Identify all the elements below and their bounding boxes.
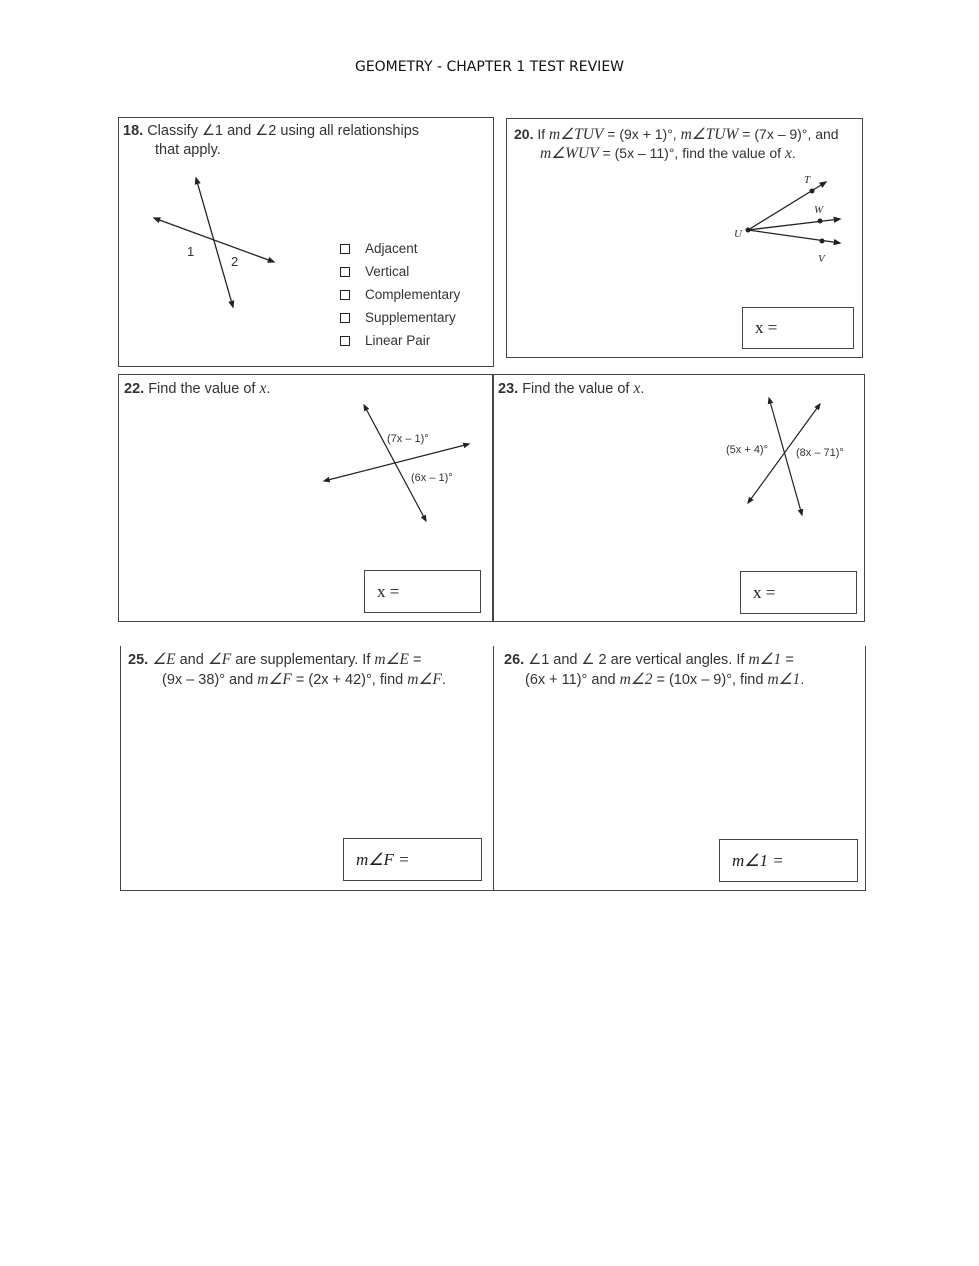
question-number: 22. [124,381,145,397]
question-26-text: 26. ∠1 and ∠ 2 are vertical angles. If m∠1 = (6x + 11)° and m∠2 = (10x – 9)°, find m∠1. [504,651,805,688]
label-w: W [814,204,824,216]
label-v: V [818,253,825,265]
angle-label: (6x – 1)° [411,472,453,484]
answer-box-25[interactable]: m∠F = [343,838,482,881]
option-vertical[interactable]: Vertical [340,260,460,283]
question-number: 26. [504,652,525,668]
question-number: 20. [514,126,534,142]
question-number: 25. [128,652,149,668]
question-20-text: 20. If m∠TUV = (9x + 1)°, m∠TUW = (7x – 9)°, and m∠WUV = (5x – 11)°, find the value of x. [514,126,839,162]
question-22-text: 22. Find the value of x. [124,380,271,397]
question-number: 18. [123,123,144,139]
angle-label: (5x + 4)° [726,444,768,456]
option-supplementary[interactable]: Supplementary [340,306,460,329]
question-number: 23. [498,381,519,397]
question-25-text: 25. ∠E and ∠F are supplementary. If m∠E = (9x – 38)° and m∠F = (2x + 42)°, find m∠F. [128,651,446,688]
answer-box-26[interactable]: m∠1 = [719,839,858,882]
question-text-line: Classify ∠1 and ∠2 using all relationships [147,123,420,139]
angle-label: (7x – 1)° [387,433,429,445]
angle-label-1: 1 [187,244,195,259]
question-text-line: that apply. [155,142,221,158]
option-adjacent[interactable]: Adjacent [340,237,460,260]
page-title: GEOMETRY - CHAPTER 1 TEST REVIEW [354,59,625,75]
angle-label-2: 2 [231,254,239,269]
option-linear-pair[interactable]: Linear Pair [340,329,460,352]
answer-box-23[interactable]: x = [740,571,857,614]
question-23-text: 23. Find the value of x. [498,380,645,397]
label-u: U [734,228,742,240]
answer-box-22[interactable]: x = [364,570,481,613]
angle-label: (8x – 71)° [796,447,844,459]
answer-box-20[interactable]: x = [742,307,854,349]
label-t: T [804,174,811,186]
option-complementary[interactable]: Complementary [340,283,460,306]
